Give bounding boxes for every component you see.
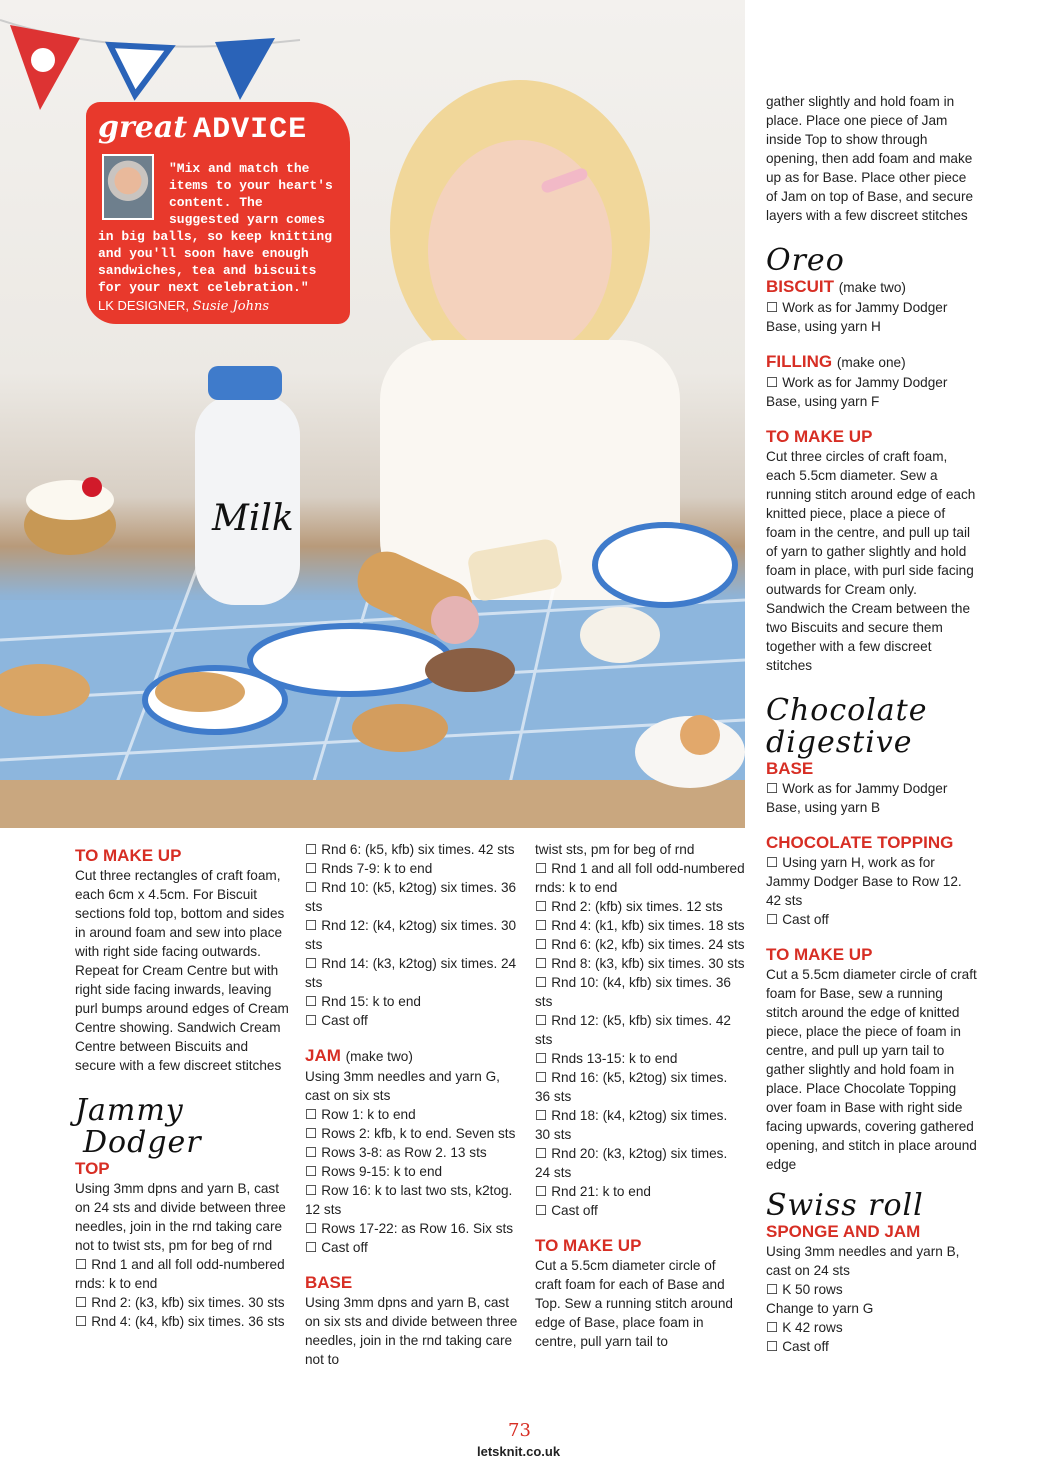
- advice-title: [98, 112, 338, 146]
- checklist-item: ☐ Rnd 12: (k4, k2tog) six times. 30 sts: [305, 916, 523, 954]
- checklist-item: ☐ Rnd 1 and all foll odd-numbered rnds: k to end: [535, 859, 745, 897]
- checklist-item: ☐ Rnd 18: (k4, k2tog) six times. 30 sts: [535, 1106, 745, 1144]
- site-url[interactable]: letsknit.co.uk: [477, 1444, 561, 1459]
- paragraph: Cut a 5.5cm diameter circle of craft foam for Base, sew a running stitch around the edge of knitted piece, place the piece of foam in centre, and pull up yarn tail to gather slightly and hold foam in place. Place Chocolate Topping over foam in Base with right side facing upwards, covering gathered opening, and stitch in place around edge: [766, 967, 977, 1172]
- column-1: [75, 846, 290, 1331]
- heading-filling: FILLING (make one): [766, 352, 906, 371]
- checklist-item: ☐ Rnd 1 and all foll odd-numbered rnds: k to end: [75, 1255, 290, 1293]
- checklist-item: ☐ Rnd 2: (k3, kfb) six times. 30 sts: [75, 1293, 290, 1312]
- script-heading-jammy: Jammy: [75, 1093, 184, 1128]
- heading-to-make-up: TO MAKE UP: [75, 846, 182, 865]
- designer-name: Susie Johns: [192, 299, 270, 314]
- checklist-item: ☐ Rnd 2: (kfb) six times. 12 sts: [535, 897, 745, 916]
- checklist-item: ☐ Rnd 4: (k1, kfb) six times. 18 sts: [535, 916, 745, 935]
- checklist-item: ☐ Using yarn H, work as for Jammy Dodger Base to Row 12. 42 sts: [766, 853, 978, 910]
- heading-to-make-up: TO MAKE UP: [535, 1236, 642, 1255]
- advice-title-script: great: [98, 110, 188, 145]
- paragraph: twist sts, pm for beg of rnd: [535, 842, 695, 857]
- checklist-item: ☐ Rnd 10: (k4, kfb) six times. 36 sts: [535, 973, 745, 1011]
- checklist-item: ☐ Row 1: k to end: [305, 1105, 523, 1124]
- heading-base: BASE: [766, 759, 814, 778]
- heading-to-make-up: TO MAKE UP: [766, 945, 873, 964]
- heading-base: BASE: [305, 1273, 353, 1292]
- script-heading-chocolate: Chocolate: [766, 693, 928, 728]
- advice-box: [86, 102, 350, 324]
- checklist-item: ☐ Rnd 15: k to end: [305, 992, 523, 1011]
- heading-chocolate-topping: CHOCOLATE TOPPING: [766, 833, 954, 852]
- checklist-item: ☐ Rnd 8: (k3, kfb) six times. 30 sts: [535, 954, 745, 973]
- checklist-item: ☐ Cast off: [305, 1011, 523, 1030]
- heading-top: TOP: [75, 1159, 110, 1178]
- paragraph: Cut three circles of craft foam, each 5.5cm diameter. Sew a running stitch around edge of each knitted piece, place a piece of foam in the centre, and pull up tail of yarn to gather slightly and hold foam in place, with purl side facing outwards for Cream only. Sandwich the Cream between the two Biscuits and secure them together with a few discreet stitches: [766, 449, 976, 673]
- heading-sponge-and-jam: SPONGE AND JAM: [766, 1222, 921, 1241]
- heading-biscuit: BISCUIT (make two): [766, 277, 906, 296]
- paragraph: Using 3mm needles and yarn G, cast on six sts: [305, 1069, 500, 1103]
- page-number: 73: [508, 1420, 531, 1441]
- advice-title-caps: ADVICE: [193, 113, 308, 147]
- checklist-item: ☐ Rnds 7-9: k to end: [305, 859, 523, 878]
- checklist-item: ☐ Cast off: [535, 1201, 745, 1220]
- checklist-item: ☐ Rnd 20: (k3, k2tog) six times. 24 sts: [535, 1144, 745, 1182]
- paragraph: gather slightly and hold foam in place. Place one piece of Jam inside Top to show through opening, then add foam and make up as for Base. Place other piece of Jam on top of Base, and secure layers with a few discreet stitches: [766, 94, 974, 223]
- paragraph: Cut three rectangles of craft foam, each 6cm x 4.5cm. For Biscuit sections fold top, bottom and sides in around foam and sew into place with right side facing outwards. Repeat for Cream Centre but with right side facing inwards, leaving purl bumps around edges of Cream Centre showing. Sandwich Cream Centre between Biscuits and secure with a few discreet stitches: [75, 868, 289, 1073]
- designer-label: LK DESIGNER,: [98, 298, 190, 313]
- checklist-item: ☐ Rnd 6: (k2, kfb) six times. 24 sts: [535, 935, 745, 954]
- paragraph: Cut a 5.5cm diameter circle of craft foam for each of Base and Top. Sew a running stitch around edge of Base, place foam in centre, pull yarn tail to: [535, 1258, 733, 1349]
- checklist-item: ☐ Cast off: [305, 1238, 523, 1257]
- column-2: [305, 840, 523, 1369]
- checklist-item: ☐ Cast off: [766, 1337, 978, 1356]
- checklist-item: ☐ Work as for Jammy Dodger Base, using yarn B: [766, 779, 978, 817]
- column-4: [766, 92, 978, 1356]
- checklist-item: ☐ Rnd 14: (k3, k2tog) six times. 24 sts: [305, 954, 523, 992]
- paragraph: Using 3mm needles and yarn B, cast on 24 sts: [766, 1244, 960, 1278]
- checklist-item: ☐ Work as for Jammy Dodger Base, using yarn F: [766, 373, 978, 411]
- heading-to-make-up: TO MAKE UP: [766, 427, 873, 446]
- checklist-item: ☐ K 50 rows: [766, 1280, 978, 1299]
- script-heading-dodger: Dodger: [83, 1125, 202, 1160]
- checklist-item: ☐ Rows 2: kfb, k to end. Seven sts: [305, 1124, 523, 1143]
- heading-jam: JAM (make two): [305, 1046, 413, 1065]
- script-heading-swiss-roll: Swiss roll: [766, 1188, 924, 1223]
- paragraph: Using 3mm dpns and yarn B, cast on 24 sts and divide between three needles, join in the rnd taking care not to twist sts, pm for beg of rnd: [75, 1181, 286, 1253]
- checklist-item: ☐ Work as for Jammy Dodger Base, using yarn H: [766, 298, 978, 336]
- checklist-item: ☐ Rnd 21: k to end: [535, 1182, 745, 1201]
- advice-quote-top: "Mix and match the items to your heart's content. The suggested yarn comes: [169, 161, 333, 227]
- designer-portrait: [102, 154, 154, 220]
- designer-credit: [98, 298, 269, 314]
- checklist-item: ☐ Rnd 16: (k5, k2tog) six times. 36 sts: [535, 1068, 745, 1106]
- checklist-item: ☐ Rnd 10: (k5, k2tog) six times. 36 sts: [305, 878, 523, 916]
- script-heading-oreo: Oreo: [766, 243, 845, 278]
- checklist-item: ☐ Rnd 12: (k5, kfb) six times. 42 sts: [535, 1011, 745, 1049]
- checklist-item: ☐ Row 16: k to last two sts, k2tog. 12 sts: [305, 1181, 523, 1219]
- checklist-item: ☐ Rows 3-8: as Row 2. 13 sts: [305, 1143, 523, 1162]
- checklist-item: ☐ Cast off: [766, 910, 978, 929]
- checklist-item: ☐ Rows 17-22: as Row 16. Six sts: [305, 1219, 523, 1238]
- checklist-item: ☐ Rnd 4: (k4, kfb) six times. 36 sts: [75, 1312, 290, 1331]
- checklist-item: ☐ Rnds 13-15: k to end: [535, 1049, 745, 1068]
- checklist-item: ☐ K 42 rows: [766, 1318, 978, 1337]
- paragraph: Using 3mm dpns and yarn B, cast on six sts and divide between three needles, join in the rnd taking care not to: [305, 1295, 518, 1367]
- column-3: [535, 840, 745, 1351]
- script-heading-digestive: digestive: [766, 725, 913, 760]
- checklist-item: ☐ Rnd 6: (k5, kfb) six times. 42 sts: [305, 840, 523, 859]
- paragraph: Change to yarn G: [766, 1301, 874, 1316]
- advice-quote-bottom: in big balls, so keep knitting and you'll soon have enough sandwiches, tea and biscuits for your next celebration.": [98, 229, 333, 295]
- milk-label: Milk: [212, 498, 294, 539]
- checklist-item: ☐ Rows 9-15: k to end: [305, 1162, 523, 1181]
